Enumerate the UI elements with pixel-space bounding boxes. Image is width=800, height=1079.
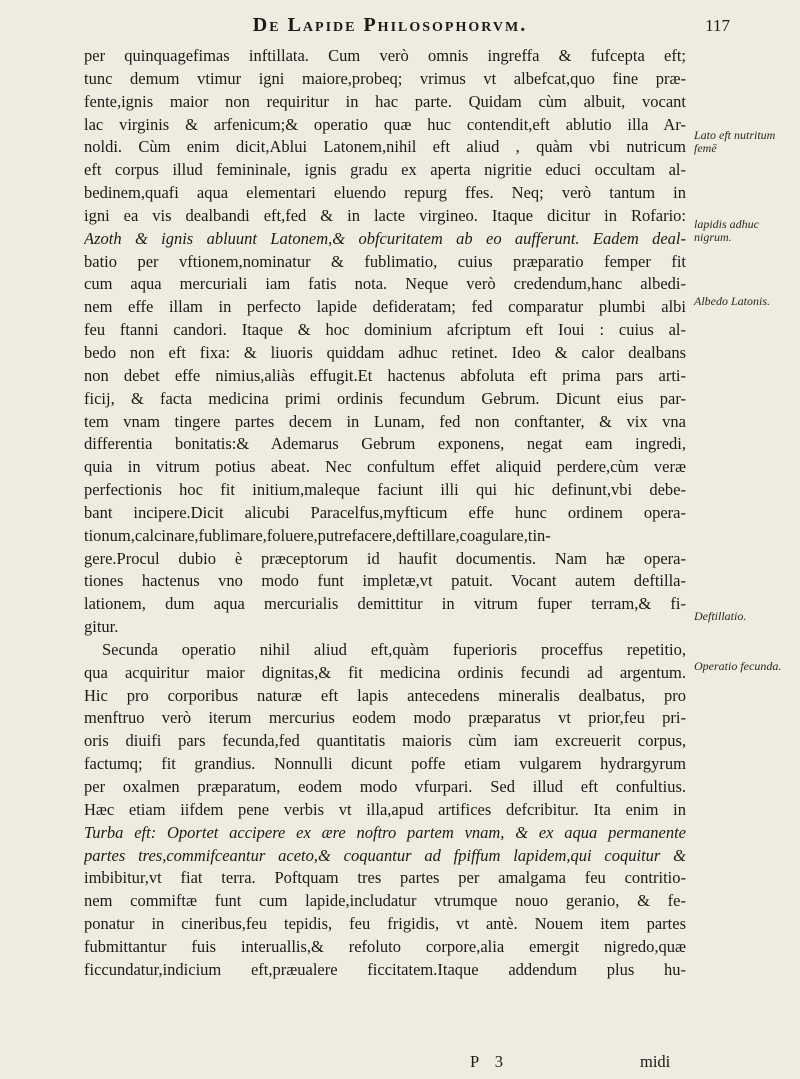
- text-line: tiones hactenus vno modo funt impletæ,vt patuit. Vocant autem deftilla-: [84, 571, 686, 591]
- text-line: fente,ignis maior non requiritur in hac parte. Quidam cùm albuit, vocant: [84, 91, 686, 111]
- text-line: Azoth & ignis abluunt Latonem,& obfcuritatem ab eo aufferunt. Eadem deal-: [84, 228, 686, 248]
- text-line: per oxalmen præparatum, eodem modo vfurpari. Sed illud eft confultius.: [84, 777, 686, 796]
- text-line: factumq; fit grandius. Nonnulli dicunt poffe etiam vulgarem hydrargyrum: [84, 754, 686, 774]
- text-line: cum aqua mercuriali iam fatis nota. Neque verò credendum,hanc albedi-: [84, 274, 686, 294]
- text-line: igni ea vis dealbandi eft,fed & in lacte virgineo. Itaque dicitur in Rofario:: [84, 205, 686, 225]
- text-line: tionum,calcinare,fublimare,foluere,putrefacere,deftillare,coagulare,tin-: [84, 525, 551, 545]
- page-number: 117: [705, 16, 730, 35]
- margin-note: Lato eft nutritum femē: [694, 128, 776, 155]
- text-line: feu ftanni candori. Itaque & hoc dominium afcriptum eft Ioui : cuius al-: [84, 320, 686, 340]
- margin-note: Deftillatio.: [694, 609, 747, 623]
- text-line: differentia bonitatis:& Ademarus Gebrum exponens, negat eam ingredi,: [84, 434, 686, 454]
- text-line: noldi. Cùm enim dicit,Ablui Latonem,nihil eft aliud , quàm vbi nutricum: [84, 137, 686, 157]
- text-line: ponatur in cineribus,feu tepidis, feu frigidis, vt antè. Nouem item partes: [84, 914, 686, 934]
- text-line: tem vnam tingere partes decem in Lunam, fed non conftanter, & vix vna: [84, 411, 686, 431]
- text-line: oris diuifi pars fecunda,fed quantitatis maioris cùm iam excreuerit corpus,: [84, 731, 686, 751]
- text-line: ficij, & facta medicina primi ordinis fecundum Gebrum. Dicunt eius par-: [84, 388, 686, 408]
- margin-note: Albedo Latonis.: [694, 294, 771, 308]
- margin-note: lapidis adhuc nigrum.: [694, 217, 759, 244]
- text-line: gere.Procul dubio è præceptorum id haufit documentis. Nam hæ opera-: [84, 548, 686, 568]
- margin-note: Operatio fecunda.: [694, 659, 782, 673]
- text-line: nem effe illam in perfecto lapide defideratam; fed comparatur plumbi albi: [84, 297, 686, 317]
- text-body: [84, 45, 686, 982]
- text-line: nem commiftæ funt cum lapide,includatur vtrumque nouo geranio, & fe-: [84, 891, 686, 911]
- text-line: Hic pro corporibus naturæ eft lapis antecedens mineralis dealbatus, pro: [84, 685, 686, 705]
- text-line: partes tres,commifceantur aceto,& coquantur ad fpiffum lapidem,qui coquitur &: [84, 845, 686, 865]
- text-line: qua acquiritur maior dignitas,& fit medicina ordinis fecundi ad argentum.: [84, 662, 686, 682]
- catchword: midi: [640, 1052, 671, 1071]
- signature-mark: P 3: [470, 1052, 509, 1071]
- text-line: batio per vftionem,nominatur & fublimatio, cuius præparatio femper fit: [84, 251, 686, 271]
- text-line: lationem, dum aqua mercurialis demittitur in vitrum fuper terram,& fi-: [84, 594, 686, 614]
- text-line: bant incipere.Dicit alicubi Paracelfus,myfticum effe hunc ordinem opera-: [84, 502, 686, 522]
- text-line: tunc demum vtimur igni maiore,probeq; vrimus vt albefcat,quo fine præ-: [84, 68, 686, 88]
- text-line: lac virginis & arfenicum;& operatio quæ huc contendit,eft ablutio illa Ar-: [84, 114, 686, 134]
- text-line: gitur.: [84, 617, 119, 637]
- text-line: perfectionis hoc fit initium,maleque faciunt illi qui hic definunt,vbi debe-: [84, 480, 686, 500]
- running-title: De Lapide Philosophorvm.: [252, 14, 528, 36]
- text-line: eft corpus illud femininale, ignis gradu ex aperta nigritie educi occultam al-: [84, 160, 686, 180]
- text-line: menftruo verò iterum mercurius eodem modo præparatus vt prior,feu pri-: [84, 708, 686, 728]
- running-header: [110, 14, 730, 42]
- text-line: non debet effe nimius,aliàs effugit.Et hactenus abfoluta eft prima pars arti-: [84, 365, 686, 385]
- text-line: Hæc etiam iifdem pene verbis vt illa,apud artifices defcribitur. Ita enim in: [84, 799, 686, 819]
- text-line: per quinquagefimas inftillata. Cum verò omnis ingreffa & fufcepta eft;: [84, 46, 686, 65]
- text-line: ficcundatur,indicium eft,præualere ficcitatem.Itaque addendum plus hu-: [84, 959, 686, 979]
- text-line: bedinem,quafi aqua elementari eluendo repurg ffes. Neq; verò tantum in: [84, 183, 686, 203]
- text-line: quia in vitrum potius abeat. Nec confultum effet aliquid perdere,cùm veræ: [84, 457, 686, 477]
- text-line: fubmittantur fuis interuallis,& refoluto corpore,alia emergit nigredo,quæ: [84, 936, 686, 956]
- text-line: imbibitur,vt fiat terra. Poftquam tres partes per amalgama feu contritio-: [84, 868, 686, 888]
- text-line: Secunda operatio nihil aliud eft,quàm fuperioris proceffus repetitio,: [102, 639, 686, 659]
- text-line: bedo non eft fixa: & liuoris quiddam adhuc retinet. Ideo & calor dealbans: [84, 342, 686, 362]
- text-line: Turba eft: Oportet accipere ex ære noftro partem vnam, & ex aqua permanente: [84, 822, 686, 842]
